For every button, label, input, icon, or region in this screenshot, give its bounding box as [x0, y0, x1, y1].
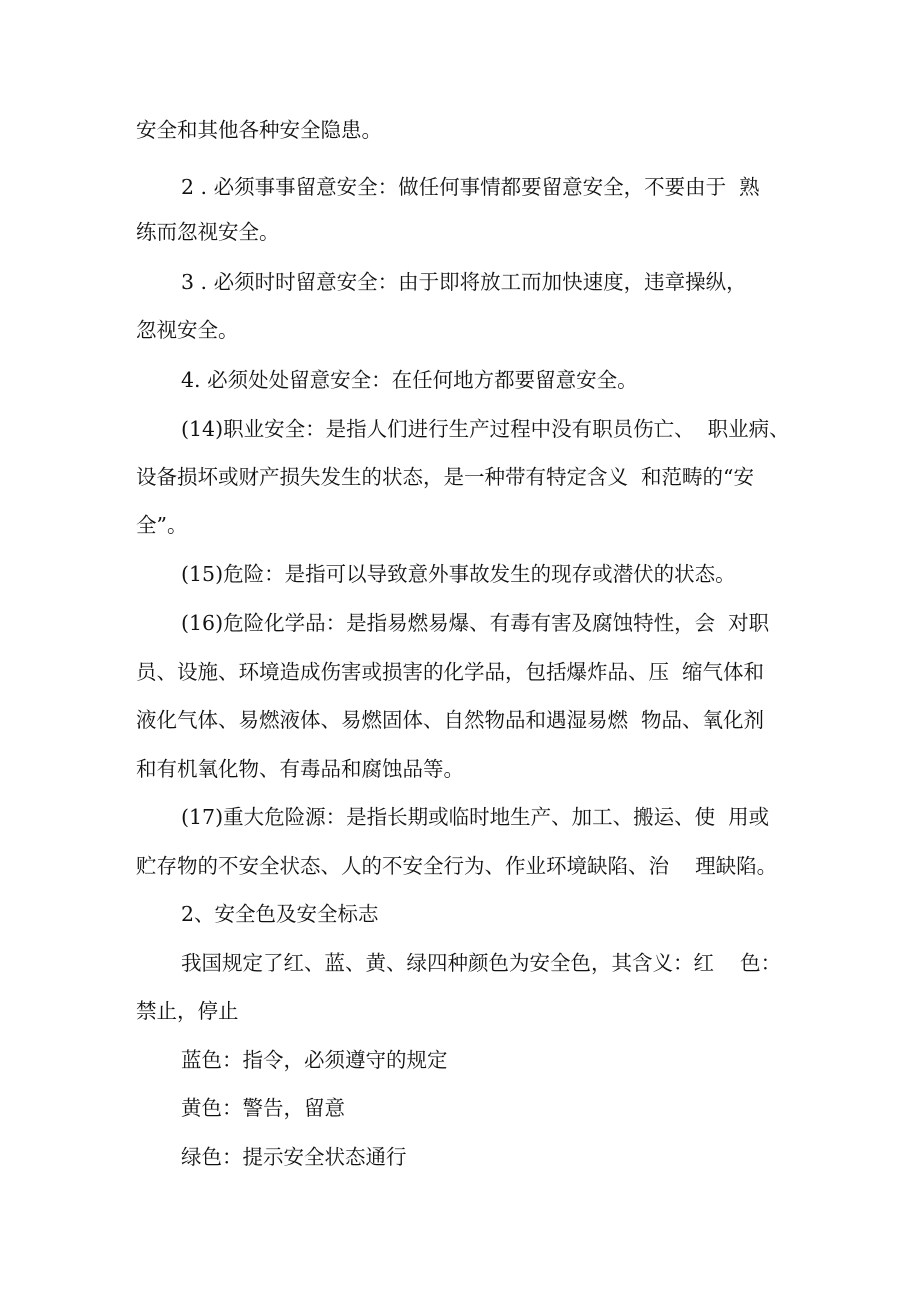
- paragraph-line: 练而忽视安全。: [136, 220, 280, 244]
- paragraph-line: 我国规定了红、蓝、黄、绿四种颜色为安全色，其含义：红 色：: [181, 951, 782, 975]
- paragraph-line: 禁止，停止: [136, 999, 239, 1023]
- paragraph-line: 液化气体、易燃液体、易燃固体、自然物品和遇湿易燃 物品、氧化剂: [136, 708, 765, 732]
- paragraph-line: 4. 必须处处留意安全：在任何地方都要留意安全。: [181, 368, 638, 392]
- paragraph-line: 2 . 必须事事留意安全：做任何事情都要留意安全，不要由于 熟: [181, 175, 760, 199]
- paragraph-line: 员、设施、环境造成伤害或损害的化学品，包括爆炸品、压 缩气体和: [136, 660, 765, 684]
- paragraph-line: 安全和其他各种安全隐患。: [136, 118, 382, 142]
- list-item-green: 绿色：提示安全状态通行: [181, 1145, 407, 1169]
- paragraph-line: 全”。: [136, 513, 188, 537]
- paragraph-line: 贮存物的不安全状态、人的不安全行为、作业环境缺陷、治 理缺陷。: [136, 854, 778, 878]
- list-item-yellow: 黄色：警告，留意: [181, 1096, 345, 1120]
- paragraph-line: (17)重大危险源：是指长期或临时地生产、加工、搬运、使 用或: [181, 805, 770, 829]
- paragraph-line: 忽视安全。: [136, 318, 239, 342]
- list-item-blue: 蓝色：指令，必须遵守的规定: [181, 1048, 448, 1072]
- paragraph-line: 设备损坏或财产损失发生的状态，是一种带有特定含义 和范畴的“安: [136, 465, 755, 489]
- paragraph-line: (14)职业安全：是指人们进行生产过程中没有职员伤亡、 职业病、: [181, 417, 790, 441]
- paragraph-line: (15)危险：是指可以导致意外事故发生的现存或潜伏的状态。: [181, 562, 736, 586]
- section-heading: 2、安全色及安全标志: [181, 902, 379, 926]
- paragraph-line: 3 . 必须时时留意安全：由于即将放工而加快速度，违章操纵，: [181, 270, 747, 294]
- paragraph-line: (16)危险化学品：是指易燃易爆、有毒有害及腐蚀特性，会 对职: [181, 611, 770, 635]
- paragraph-line: 和有机氧化物、有毒品和腐蚀品等。: [136, 757, 464, 781]
